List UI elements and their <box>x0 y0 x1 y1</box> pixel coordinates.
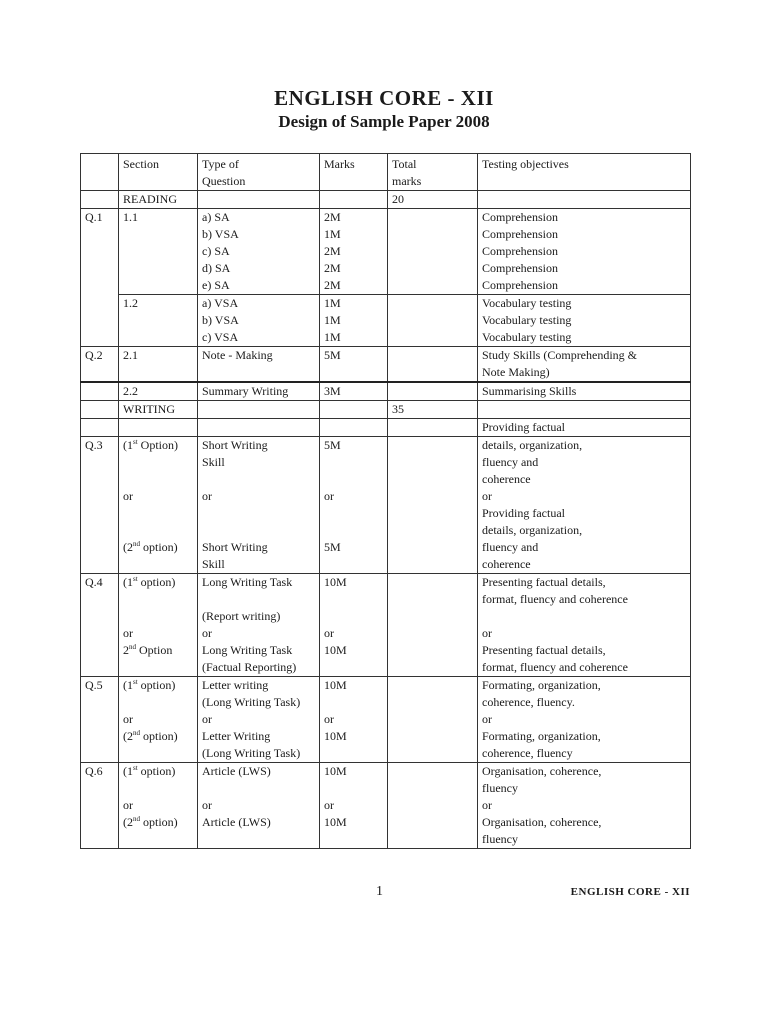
q1-number: Q.1 <box>81 209 119 295</box>
header-type: Type of Question <box>198 154 320 191</box>
q5-types: Letter writing (Long Writing Task) or Letter Writing (Long Writing Task) <box>198 677 320 763</box>
q6-number: Q.6 <box>81 763 119 849</box>
page-number: 1 <box>376 884 383 899</box>
q1-1-1-row <box>81 209 691 295</box>
q2-2-1-row <box>81 347 691 383</box>
q1-1-2-section: 1.2 <box>119 295 198 347</box>
q4-number: Q.4 <box>81 574 119 677</box>
pre-q3-row <box>81 419 691 437</box>
q5-sections: (1st option) or (2nd option) <box>119 677 198 763</box>
q2-2-1-section: 2.1 <box>119 347 198 383</box>
header-q <box>81 154 119 191</box>
q5-row <box>81 677 691 763</box>
q1-1-2-types: a) VSA b) VSA c) VSA <box>198 295 320 347</box>
reading-total: 20 <box>388 191 478 209</box>
q4-sections: (1st option) or 2nd Option <box>119 574 198 677</box>
writing-label: WRITING <box>119 401 198 419</box>
q1-1-1-objectives: Comprehension Comprehension Comprehension Comprehension Comprehension <box>478 209 691 295</box>
q1-1-1-marks: 2M 1M 2M 2M 2M <box>320 209 388 295</box>
q2-2-1-objectives: Study Skills (Comprehending & Note Making) <box>478 347 691 383</box>
header-marks: Marks <box>320 154 388 191</box>
reading-label: READING <box>119 191 198 209</box>
q5-number: Q.5 <box>81 677 119 763</box>
q3-row <box>81 437 691 574</box>
reading-row <box>81 191 691 209</box>
writing-row <box>81 401 691 419</box>
q4-types: Long Writing Task (Report writing) or Long Writing Task (Factual Reporting) <box>198 574 320 677</box>
q2-2-1-marks: 5M <box>320 347 388 383</box>
q3-types: Short Writing Skill or Short Writing Skill <box>198 437 320 574</box>
q4-row <box>81 574 691 677</box>
q6-objectives: Organisation, coherence, fluency or Organisation, coherence, fluency <box>478 763 691 849</box>
table-header-row <box>81 154 691 191</box>
q1-1-1-types: a) SA b) VSA c) SA d) SA e) SA <box>198 209 320 295</box>
q2-2-2-type: Summary Writing <box>198 382 320 401</box>
q1-1-2-objectives: Vocabulary testing Vocabulary testing Vocabulary testing <box>478 295 691 347</box>
q4-marks: 10M or 10M <box>320 574 388 677</box>
q6-row <box>81 763 691 849</box>
q2-2-2-objectives: Summarising Skills <box>478 382 691 401</box>
q5-objectives: Formating, organization, coherence, fluency. or Formating, organization, coherence, fluency <box>478 677 691 763</box>
q2-2-2-marks: 3M <box>320 382 388 401</box>
footer-title: ENGLISH CORE - XII <box>570 886 690 898</box>
pre-q3-objective: Providing factual <box>478 419 691 437</box>
header-objectives: Testing objectives <box>478 154 691 191</box>
q2-number: Q.2 <box>81 347 119 383</box>
q4-objectives: Presenting factual details, format, fluency and coherence or Presenting factual details, format, fluency and coherence <box>478 574 691 677</box>
q3-objectives: details, organization, fluency and coherence or Providing factual details, organization, fluency and coherence <box>478 437 691 574</box>
header-total: Total marks <box>388 154 478 191</box>
q2-2-1-type: Note - Making <box>198 347 320 383</box>
q3-number: Q.3 <box>81 437 119 574</box>
page-subtitle: Design of Sample Paper 2008 <box>278 112 490 131</box>
q3-marks: 5M or 5M <box>320 437 388 574</box>
q3-sections: (1st Option) or (2nd option) <box>119 437 198 574</box>
q6-sections: (1st option) or (2nd option) <box>119 763 198 849</box>
writing-total: 35 <box>388 401 478 419</box>
sample-paper-design-table <box>80 153 691 849</box>
q2-2-2-section: 2.2 <box>119 382 198 401</box>
q5-marks: 10M or 10M <box>320 677 388 763</box>
page-title: ENGLISH CORE - XII <box>274 86 494 110</box>
q6-types: Article (LWS) or Article (LWS) <box>198 763 320 849</box>
q1-1-1-section: 1.1 <box>119 209 198 295</box>
q2-2-2-row <box>81 382 691 401</box>
header-section: Section <box>119 154 198 191</box>
q1-1-2-row <box>81 295 691 347</box>
q1-1-2-marks: 1M 1M 1M <box>320 295 388 347</box>
q6-marks: 10M or 10M <box>320 763 388 849</box>
